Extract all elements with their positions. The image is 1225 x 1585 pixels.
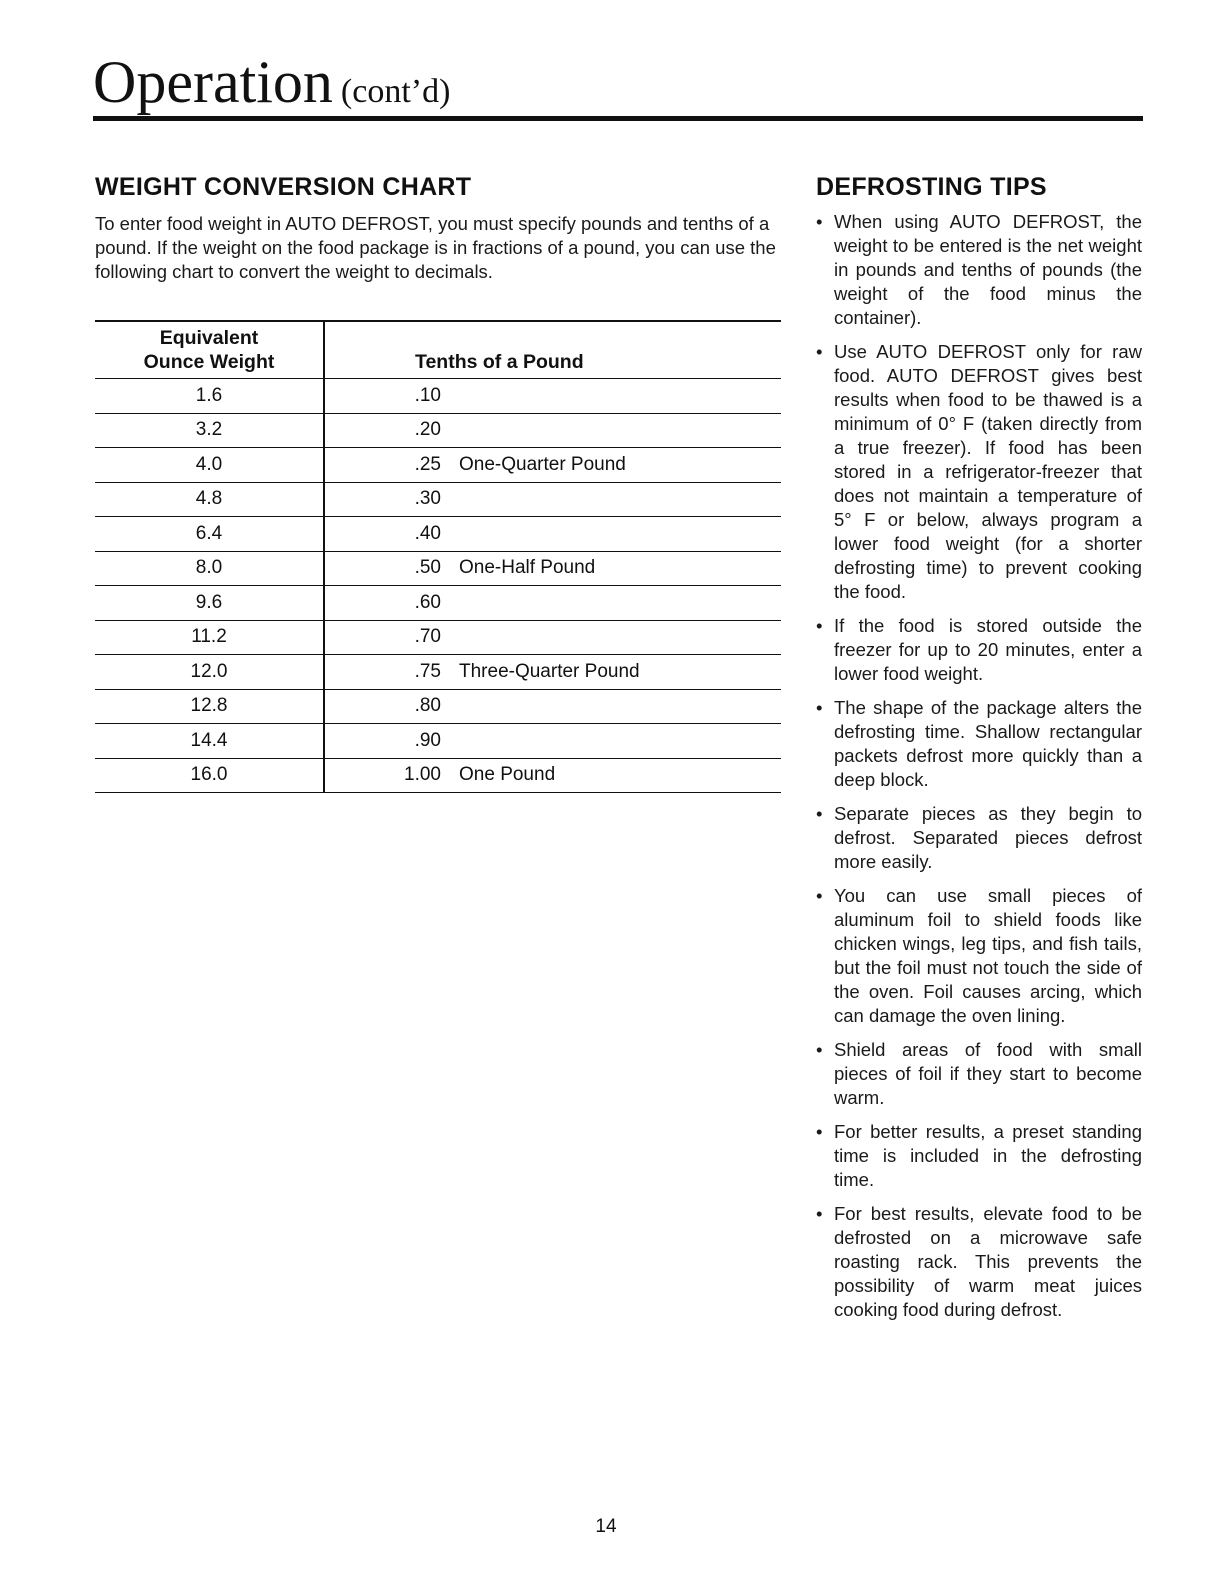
weight-conversion-section bbox=[95, 172, 783, 284]
tip-text: Use AUTO DEFROST only for raw food. AUTO DEFROST gives best results when food to be thawed is a minimum of 0° F (taken directly from a true freezer). If food has been stored in a refrigerator-freezer that does not maintain a temperature of 5° F or below, always program a lower food weight (for a shorter defrosting time) to prevent cooking the food. bbox=[834, 341, 1142, 602]
header-rule bbox=[93, 116, 1143, 121]
tip-text: The shape of the package alters the defrosting time. Shallow rectangular packets defrost more quickly than a deep block. bbox=[834, 697, 1142, 790]
bullet-icon: • bbox=[816, 1039, 823, 1060]
tip-item bbox=[816, 614, 1142, 686]
bullet-icon: • bbox=[816, 803, 823, 824]
bullet-icon: • bbox=[816, 697, 823, 718]
tenths-cell bbox=[324, 758, 781, 793]
bullet-icon: • bbox=[816, 885, 823, 906]
table-row bbox=[95, 517, 781, 552]
weight-conversion-table bbox=[95, 320, 781, 793]
ounce-weight-cell: 4.0 bbox=[95, 448, 324, 483]
tip-text: Separate pieces as they begin to defrost. Separated pieces defrost more easily. bbox=[834, 803, 1142, 872]
tip-item bbox=[816, 1202, 1142, 1322]
table-row bbox=[95, 413, 781, 448]
tenths-cell bbox=[324, 689, 781, 724]
table-row bbox=[95, 482, 781, 517]
ounce-weight-cell: 3.2 bbox=[95, 413, 324, 448]
table-row bbox=[95, 620, 781, 655]
table-row bbox=[95, 586, 781, 621]
bullet-icon: • bbox=[816, 1121, 823, 1142]
tip-item bbox=[816, 340, 1142, 604]
tenths-value: .40 bbox=[414, 522, 441, 544]
tenths-value: .20 bbox=[414, 419, 441, 441]
defrosting-tips-section bbox=[816, 172, 1142, 1332]
tenths-cell bbox=[324, 413, 781, 448]
tenths-cell bbox=[324, 724, 781, 759]
weight-chart-heading: WEIGHT CONVERSION CHART bbox=[95, 173, 472, 201]
ounce-weight-cell: 9.6 bbox=[95, 586, 324, 621]
ounce-weight-cell: 14.4 bbox=[95, 724, 324, 759]
ounce-weight-cell: 8.0 bbox=[95, 551, 324, 586]
table-row bbox=[95, 551, 781, 586]
tenths-cell bbox=[324, 655, 781, 690]
bullet-icon: • bbox=[816, 341, 823, 362]
tip-text: You can use small pieces of aluminum foil to shield foods like chicken wings, leg tips, and fish tails, but the foil must not touch the side of the oven. Foil causes arcing, which can damage the oven lining. bbox=[834, 885, 1142, 1026]
tip-text: When using AUTO DEFROST, the weight to be entered is the net weight in pounds and tenths of pounds (the weight of the food minus the container). bbox=[834, 211, 1142, 328]
ounce-weight-cell: 4.8 bbox=[95, 482, 324, 517]
tip-text: For better results, a preset standing time is included in the defrosting time. bbox=[834, 1121, 1142, 1190]
tenths-cell bbox=[324, 482, 781, 517]
tip-item bbox=[816, 884, 1142, 1028]
fraction-note: One-Half Pound bbox=[459, 557, 596, 579]
column-header-ounce-weight bbox=[95, 321, 324, 379]
tenths-value: .75 bbox=[414, 660, 441, 682]
tenths-cell bbox=[324, 551, 781, 586]
page-title bbox=[93, 49, 451, 115]
weight-chart-intro: To enter food weight in AUTO DEFROST, you must specify pounds and tenths of a pound. If the weight on the food package is in fractions of a pound, you can use the following chart to convert the weight to decimals. bbox=[95, 213, 776, 282]
ounce-weight-cell: 12.8 bbox=[95, 689, 324, 724]
table-body bbox=[95, 379, 781, 793]
tenths-cell bbox=[324, 448, 781, 483]
defrosting-tips-list bbox=[816, 210, 1142, 1322]
tenths-value: .60 bbox=[414, 591, 441, 613]
column-header-tenths: Tenths of a Pound bbox=[324, 321, 781, 379]
table-row bbox=[95, 758, 781, 793]
tip-item bbox=[816, 1120, 1142, 1192]
tenths-value: .70 bbox=[414, 626, 441, 648]
bullet-icon: • bbox=[816, 211, 823, 232]
tip-item bbox=[816, 210, 1142, 330]
ounce-weight-cell: 1.6 bbox=[95, 379, 324, 414]
table-row bbox=[95, 379, 781, 414]
tenths-value: .50 bbox=[414, 557, 441, 579]
table-row bbox=[95, 724, 781, 759]
page-title-main: Operation bbox=[93, 49, 333, 115]
table-row bbox=[95, 689, 781, 724]
tenths-value: .25 bbox=[414, 453, 441, 475]
tenths-value: 1.00 bbox=[404, 764, 441, 786]
tip-text: For best results, elevate food to be defrosted on a microwave safe roasting rack. This prevents the possibility of warm meat juices cooking food during defrost. bbox=[834, 1203, 1142, 1320]
table-row bbox=[95, 448, 781, 483]
tip-text: Shield areas of food with small pieces of foil if they start to become warm. bbox=[834, 1039, 1142, 1108]
bullet-icon: • bbox=[816, 1203, 823, 1224]
table-row bbox=[95, 655, 781, 690]
ounce-weight-cell: 11.2 bbox=[95, 620, 324, 655]
tenths-cell bbox=[324, 620, 781, 655]
column-header-ounce-line2: Ounce Weight bbox=[143, 351, 275, 373]
ounce-weight-cell: 12.0 bbox=[95, 655, 324, 690]
ounce-weight-cell: 6.4 bbox=[95, 517, 324, 552]
tip-item bbox=[816, 1038, 1142, 1110]
fraction-note: One-Quarter Pound bbox=[459, 453, 626, 475]
fraction-note: Three-Quarter Pound bbox=[459, 660, 640, 682]
tenths-value: .30 bbox=[414, 488, 441, 510]
tenths-cell bbox=[324, 586, 781, 621]
tenths-cell bbox=[324, 379, 781, 414]
tip-text: If the food is stored outside the freezer for up to 20 minutes, enter a lower food weight. bbox=[834, 615, 1142, 684]
tenths-cell bbox=[324, 517, 781, 552]
ounce-weight-cell: 16.0 bbox=[95, 758, 324, 793]
tenths-value: .10 bbox=[414, 384, 441, 406]
fraction-note: One Pound bbox=[459, 764, 556, 786]
tip-item bbox=[816, 696, 1142, 792]
column-header-ounce-line1: Equivalent bbox=[159, 327, 259, 349]
tenths-value: .80 bbox=[414, 695, 441, 717]
tip-item bbox=[816, 802, 1142, 874]
page-number: 14 bbox=[595, 1516, 617, 1537]
tenths-value: .90 bbox=[414, 729, 441, 751]
bullet-icon: • bbox=[816, 615, 823, 636]
page-title-subtitle: (cont’d) bbox=[340, 73, 451, 110]
defrosting-tips-heading: DEFROSTING TIPS bbox=[816, 173, 1047, 201]
table-header-row bbox=[95, 321, 781, 379]
